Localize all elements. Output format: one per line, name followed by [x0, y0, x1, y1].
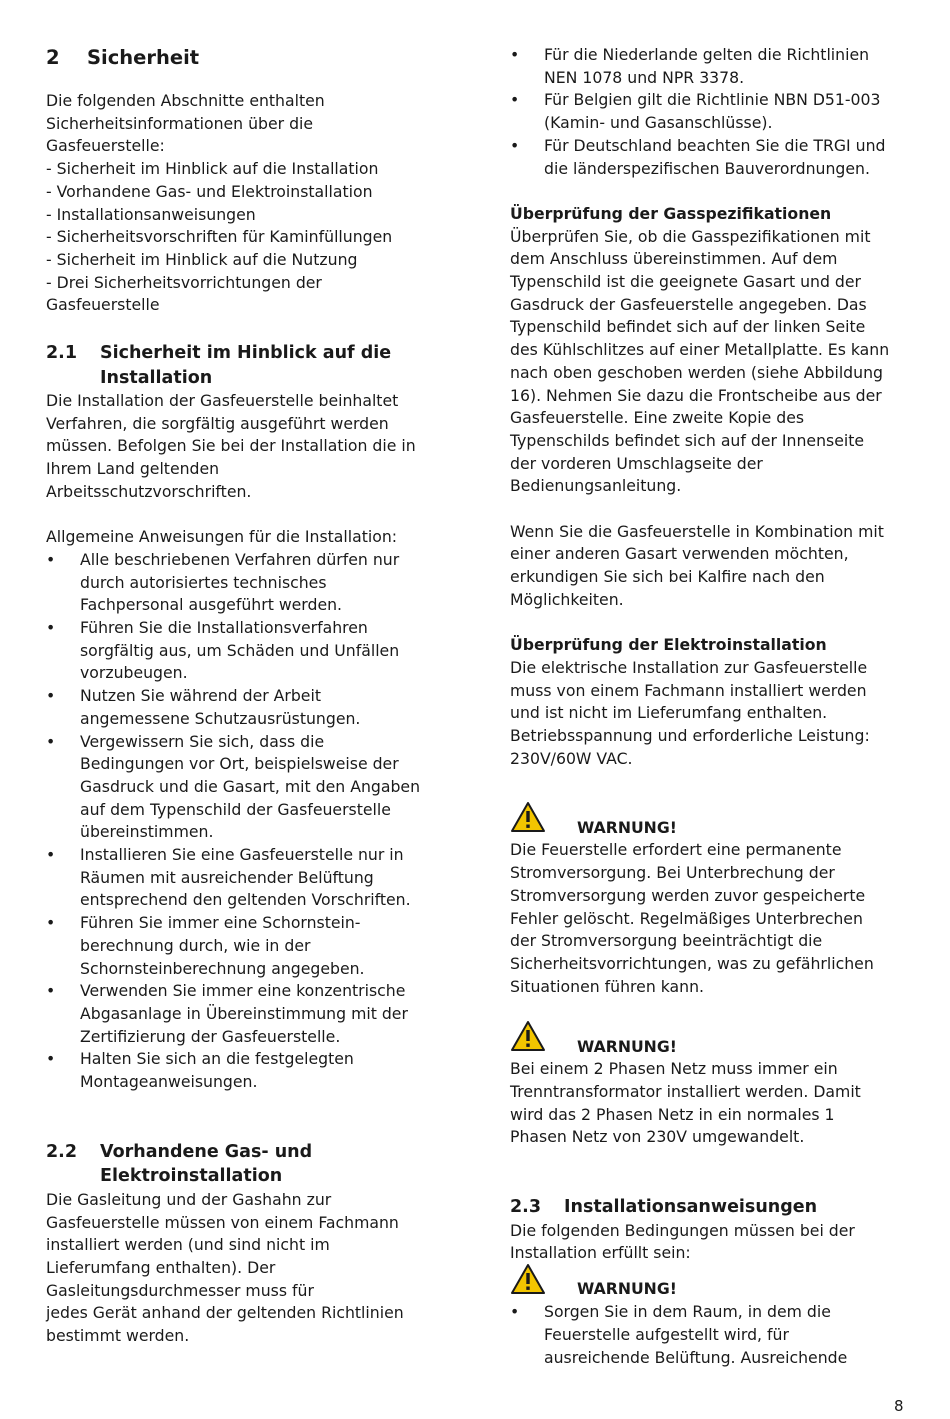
- list-item: [46, 912, 446, 980]
- section-2-1-title-line: Sicherheit im Hinblick auf die: [100, 343, 392, 364]
- text-line: berechnung durch, wie in der: [80, 935, 311, 955]
- text-line: wird das 2 Phasen Netz in ein normales 1: [510, 1104, 835, 1124]
- text-line: Typenschild ist die geeignete Gasart und der: [510, 272, 861, 292]
- text-line: der vorderen Umschlagseite der: [510, 453, 763, 473]
- text-line: - Sicherheit im Hinblick auf die Installation: [46, 159, 379, 179]
- warning-1-paragraph: [510, 839, 920, 998]
- text-line: - Sicherheit im Hinblick auf die Nutzung: [46, 249, 358, 269]
- text-line: • Vergewissern Sie sich, dass die: [80, 731, 325, 751]
- text-line: Schornsteinberechnung angegeben.: [80, 958, 365, 978]
- list-item: [46, 685, 446, 730]
- text-line: Wenn Sie die Gasfeuerstelle in Kombination mit: [510, 521, 884, 541]
- list-item: [46, 731, 446, 845]
- section-2-1-paragraph: [46, 390, 446, 504]
- left-column: [46, 44, 446, 1348]
- text-line: Möglichkeiten.: [510, 589, 624, 609]
- text-line: • Führen Sie die Installationsverfahren: [80, 618, 368, 638]
- section-2-intro: [46, 90, 446, 317]
- text-line: angemessene Schutzausrüstungen.: [80, 708, 361, 728]
- warning-1-label: WARNUNG!: [577, 817, 677, 837]
- gas-combination-paragraph: [510, 521, 920, 612]
- warning-1-header: [510, 803, 920, 839]
- section-2-number: 2: [46, 46, 60, 69]
- section-2-3-paragraph: [510, 1220, 920, 1265]
- text-line: einer anderen Gasart verwenden möchten,: [510, 544, 849, 564]
- section-2-2-title-line: Elektroinstallation: [100, 1166, 283, 1187]
- text-line: Typenschild befindet sich auf der linken Seite: [510, 317, 866, 337]
- section-2-2-heading: [46, 1140, 446, 1189]
- warning-3-header: [510, 1265, 920, 1301]
- text-line: Stromversorgung. Bei Unterbrechung der: [510, 863, 835, 883]
- text-line: Betriebsspannung und erforderliche Leistung:: [510, 726, 870, 746]
- warning-triangle-icon: [510, 1020, 546, 1052]
- text-line: ausreichende Belüftung. Ausreichende: [544, 1347, 848, 1367]
- list-item: [510, 44, 920, 89]
- text-line: der Stromversorgung beeinträchtigt die: [510, 931, 823, 951]
- text-line: Die folgenden Abschnitte enthalten: [46, 91, 325, 110]
- text-line: Gasfeuerstelle: [46, 295, 160, 315]
- text-line: • Verwenden Sie immer eine konzentrische: [80, 981, 406, 1001]
- section-2-2-title-line: Vorhandene Gas- und: [100, 1141, 313, 1162]
- text-line: Zertifizierung der Gasfeuerstelle.: [80, 1026, 341, 1046]
- section-2-1-title-line: Installation: [100, 367, 213, 388]
- list-item: [510, 89, 920, 134]
- text-line: Überprüfen Sie, ob die Gasspezifikationen mit: [510, 226, 871, 246]
- text-line: Gasdruck der Gasfeuerstelle angegeben. Das: [510, 294, 867, 314]
- text-line: Gasdruck und die Gasart, mit den Angaben: [80, 776, 421, 796]
- text-line: Trenntransformator installiert werden. Damit: [510, 1082, 861, 1102]
- text-line: Phasen Netz von 230V umgewandelt.: [510, 1127, 805, 1147]
- section-2-1-number: 2.1: [46, 343, 78, 364]
- list-item: [46, 844, 446, 912]
- text-line: entsprechend den geltenden Vorschriften.: [80, 890, 411, 910]
- text-line: 16). Nehmen Sie dazu die Frontscheibe aus der: [510, 385, 882, 405]
- text-line: und ist nicht im Lieferumfang enthalten.: [510, 703, 828, 723]
- text-line: - Vorhandene Gas- und Elektroinstallation: [46, 181, 373, 201]
- text-line: Die elektrische Installation zur Gasfeuerstelle: [510, 657, 868, 677]
- text-line: Gasleitungsdurchmesser muss für: [46, 1280, 314, 1300]
- gas-spec-heading: Überprüfung der Gasspezifikationen: [510, 203, 832, 223]
- general-instructions-label: Allgemeine Anweisungen für die Installation:: [46, 527, 398, 547]
- text-line: Abgasanlage in Übereinstimmung mit der: [80, 1004, 408, 1023]
- text-line: • Alle beschriebenen Verfahren dürfen nur: [80, 549, 400, 569]
- text-line: Räumen mit ausreichender Belüftung: [80, 867, 374, 887]
- text-line: NEN 1078 und NPR 3378.: [544, 67, 745, 87]
- text-line: übereinstimmen.: [80, 822, 214, 842]
- right-column: [510, 44, 920, 1369]
- text-line: jedes Gerät anhand der geltenden Richtlinien: [46, 1303, 404, 1323]
- warning-2-paragraph: [510, 1058, 920, 1149]
- text-line: Sicherheitsinformationen über die: [46, 113, 314, 133]
- text-line: die länderspezifischen Bauverordnungen.: [544, 158, 870, 178]
- list-item: [510, 135, 920, 180]
- installation-conditions-list: [510, 1301, 920, 1369]
- text-line: • Für die Niederlande gelten die Richtlinien: [544, 45, 870, 64]
- text-line: müssen. Befolgen Sie bei der Installation die in: [46, 436, 416, 456]
- text-line: nach oben geschoben werden (siehe Abbildung: [510, 362, 883, 382]
- text-line: sorgfältig aus, um Schäden und Unfällen: [80, 640, 400, 660]
- text-line: Arbeitsschutzvorschriften.: [46, 481, 252, 501]
- section-2-title: Sicherheit: [87, 46, 200, 69]
- text-line: (Kamin- und Gasanschlüsse).: [544, 113, 773, 133]
- list-item: [510, 1301, 920, 1369]
- text-line: - Drei Sicherheitsvorrichtungen der: [46, 272, 322, 292]
- text-line: Sicherheitsvorrichtungen, was zu gefährlichen: [510, 953, 874, 973]
- text-line: • Sorgen Sie in dem Raum, in dem die: [544, 1302, 831, 1322]
- text-line: Gasfeuerstelle. Eine zweite Kopie des: [510, 408, 805, 428]
- text-line: installiert werden (und sind nicht im: [46, 1235, 330, 1255]
- text-line: durch autorisiertes technisches: [80, 572, 327, 592]
- text-line: Feuerstelle aufgestellt wird, für: [544, 1324, 789, 1344]
- text-line: des Kühlschlitzes auf einer Metallplatte. Es kann: [510, 340, 890, 360]
- text-line: Bei einem 2 Phasen Netz muss immer ein: [510, 1059, 838, 1079]
- text-line: Installation erfüllt sein:: [510, 1243, 691, 1263]
- section-2-2-number: 2.2: [46, 1141, 78, 1162]
- gas-spec-paragraph: [510, 226, 920, 498]
- page-number: 8: [894, 1397, 904, 1415]
- list-item: [46, 617, 446, 685]
- text-line: Bedingungen vor Ort, beispielsweise der: [80, 754, 399, 774]
- text-line: Ihrem Land geltenden: [46, 459, 220, 479]
- text-line: Die Gasleitung und der Gashahn zur: [46, 1189, 332, 1209]
- warning-2-header: [510, 1022, 920, 1058]
- elec-install-paragraph: [510, 657, 920, 771]
- list-item: [46, 1048, 446, 1093]
- warning-3-label: WARNUNG!: [577, 1279, 677, 1299]
- text-line: Situationen führen kann.: [510, 976, 705, 996]
- section-2-1-heading: [46, 341, 446, 390]
- text-line: 230V/60W VAC.: [510, 748, 633, 768]
- warning-triangle-icon: [510, 1263, 546, 1295]
- text-line: Die Feuerstelle erfordert eine permanente: [510, 840, 842, 860]
- text-line: Typenschilds befindet sich auf der Innenseite: [510, 430, 865, 450]
- text-line: Verfahren, die sorgfältig ausgeführt werden: [46, 413, 389, 433]
- text-line: Bedienungsanleitung.: [510, 476, 682, 496]
- text-line: Die Installation der Gasfeuerstelle beinhaltet: [46, 391, 399, 411]
- text-line: • Für Belgien gilt die Richtlinie NBN D51-003: [544, 90, 881, 110]
- text-line: • Führen Sie immer eine Schornstein-: [80, 913, 361, 933]
- text-line: auf dem Typenschild der Gasfeuerstelle: [80, 799, 391, 819]
- text-line: muss von einem Fachmann installiert werden: [510, 680, 867, 700]
- text-line: bestimmt werden.: [46, 1326, 190, 1346]
- text-line: Gasfeuerstelle:: [46, 136, 165, 156]
- text-line: Stromversorgung werden zuvor gespeicherte: [510, 885, 866, 905]
- warning-2-label: WARNUNG!: [577, 1036, 677, 1056]
- text-line: vorzubeugen.: [80, 663, 188, 683]
- section-2-2-paragraph: [46, 1189, 446, 1348]
- list-item: [46, 980, 446, 1048]
- text-line: Montageanweisungen.: [80, 1072, 258, 1092]
- section-2-3-number: 2.3: [510, 1197, 542, 1218]
- warning-triangle-icon: [510, 801, 546, 833]
- elec-install-heading: Überprüfung der Elektroinstallation: [510, 635, 827, 655]
- text-line: erkundigen Sie sich bei Kalfire nach den: [510, 567, 825, 587]
- section-2-heading: [46, 44, 446, 72]
- text-line: • Installieren Sie eine Gasfeuerstelle nur in: [80, 845, 404, 865]
- text-line: Fachpersonal ausgeführt werden.: [80, 595, 343, 615]
- text-line: Gasfeuerstelle müssen von einem Fachmann: [46, 1212, 399, 1232]
- text-line: Fehler gelöscht. Regelmäßiges Unterbrechen: [510, 908, 863, 928]
- text-line: • Halten Sie sich an die festgelegten: [80, 1049, 354, 1069]
- installation-bullet-list: [46, 549, 446, 1094]
- section-2-3-title: Installationsanweisungen: [564, 1197, 818, 1218]
- text-line: • Nutzen Sie während der Arbeit: [80, 686, 321, 706]
- text-line: - Installationsanweisungen: [46, 204, 256, 224]
- text-line: Lieferumfang enthalten). Der: [46, 1257, 276, 1277]
- text-line: dem Anschluss übereinstimmen. Auf dem: [510, 249, 838, 269]
- country-guidelines-list: [510, 44, 920, 180]
- text-line: Die folgenden Bedingungen müssen bei der: [510, 1220, 855, 1240]
- list-item: [46, 549, 446, 617]
- text-line: • Für Deutschland beachten Sie die TRGI und: [544, 135, 886, 155]
- section-2-3-heading: [510, 1195, 920, 1220]
- text-line: - Sicherheitsvorschriften für Kaminfüllungen: [46, 227, 393, 247]
